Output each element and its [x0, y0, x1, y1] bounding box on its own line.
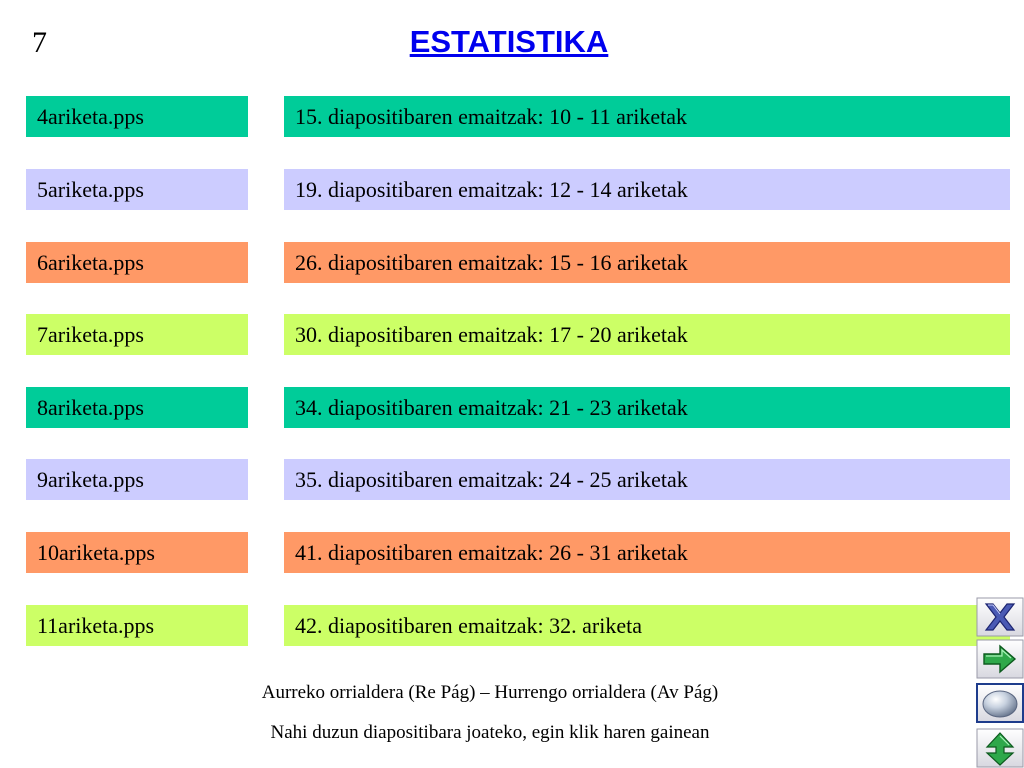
- list-row: [0, 532, 1024, 573]
- results-link[interactable]: 41. diapositibaren emaitzak: 26 - 31 ariketak: [284, 532, 1010, 573]
- close-icon: [976, 597, 1024, 637]
- home-sphere-icon: [976, 683, 1024, 723]
- next-slide-button[interactable]: [976, 639, 1024, 679]
- footer-instructions-click: Nahi duzun diapositibara joateko, egin klik haren gainean: [270, 722, 710, 743]
- file-link[interactable]: 8ariketa.pps: [26, 387, 248, 428]
- footer-instructions-paging: Aurreko orrialdera (Re Pág) – Hurrengo orrialdera (Av Pág): [261, 682, 719, 703]
- list-row: [0, 459, 1024, 500]
- list-row: [0, 169, 1024, 210]
- list-row: [0, 242, 1024, 283]
- results-link[interactable]: 35. diapositibaren emaitzak: 24 - 25 ariketak: [284, 459, 1010, 500]
- file-link[interactable]: 6ariketa.pps: [26, 242, 248, 283]
- results-link[interactable]: 42. diapositibaren emaitzak: 32. ariketa: [284, 605, 1010, 646]
- up-down-button[interactable]: [976, 728, 1024, 768]
- slide-number: 7: [32, 26, 47, 59]
- file-link[interactable]: 4ariketa.pps: [26, 96, 248, 137]
- list-row: [0, 605, 1024, 646]
- list-row: [0, 314, 1024, 355]
- home-button[interactable]: [976, 683, 1024, 723]
- results-link[interactable]: 26. diapositibaren emaitzak: 15 - 16 ariketak: [284, 242, 1010, 283]
- list-row: [0, 387, 1024, 428]
- file-link[interactable]: 9ariketa.pps: [26, 459, 248, 500]
- close-button[interactable]: [976, 597, 1024, 637]
- file-link[interactable]: 5ariketa.pps: [26, 169, 248, 210]
- page-title-link[interactable]: ESTATISTIKA: [409, 24, 609, 59]
- up-down-arrow-icon: [976, 728, 1024, 768]
- file-link[interactable]: 11ariketa.pps: [26, 605, 248, 646]
- results-link[interactable]: 15. diapositibaren emaitzak: 10 - 11 ariketak: [284, 96, 1010, 137]
- results-link[interactable]: 19. diapositibaren emaitzak: 12 - 14 ariketak: [284, 169, 1010, 210]
- results-link[interactable]: 34. diapositibaren emaitzak: 21 - 23 ariketak: [284, 387, 1010, 428]
- next-arrow-icon: [976, 639, 1024, 679]
- file-link[interactable]: 7ariketa.pps: [26, 314, 248, 355]
- list-row: [0, 96, 1024, 137]
- file-link[interactable]: 10ariketa.pps: [26, 532, 248, 573]
- results-link[interactable]: 30. diapositibaren emaitzak: 17 - 20 ariketak: [284, 314, 1010, 355]
